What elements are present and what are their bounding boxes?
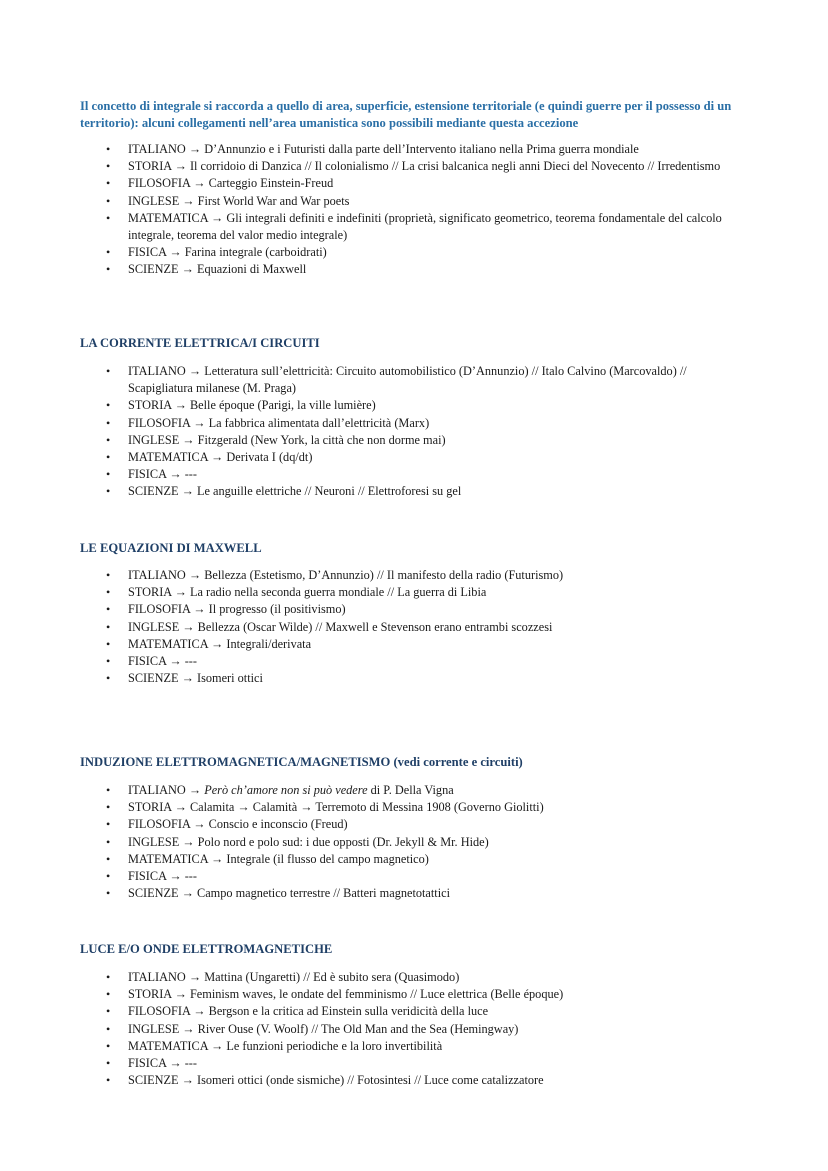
list-item bbox=[80, 1038, 750, 1055]
section-integrale bbox=[80, 98, 750, 279]
bullet-icon: • bbox=[106, 467, 111, 482]
list-item bbox=[80, 834, 750, 851]
list-item bbox=[80, 816, 750, 833]
bullet-icon: • bbox=[106, 193, 111, 208]
list-item bbox=[80, 986, 750, 1003]
list-item-suffix: di P. Della Vigna bbox=[367, 783, 454, 797]
list-item bbox=[80, 261, 750, 278]
bullet-icon: • bbox=[106, 800, 111, 815]
list-item-text: STORIA → La radio nella seconda guerra mondiale // La guerra di Libia bbox=[128, 585, 487, 600]
bullet-icon: • bbox=[106, 834, 111, 849]
list-item-text: FILOSOFIA → Il progresso (il positivismo) bbox=[128, 602, 346, 617]
list-item-text: ITALIANO → Mattina (Ungaretti) // Ed è subito sera (Quasimodo) bbox=[128, 970, 460, 984]
list-item-text: FISICA → Farina integrale (carboidrati) bbox=[128, 245, 327, 260]
topic-list bbox=[80, 141, 750, 279]
bullet-icon: • bbox=[106, 851, 111, 866]
list-item bbox=[80, 782, 750, 799]
bullet-icon: • bbox=[106, 671, 111, 686]
bullet-icon: • bbox=[106, 817, 111, 832]
bullet-icon: • bbox=[106, 245, 111, 260]
bullet-icon: • bbox=[106, 1038, 111, 1053]
list-item bbox=[80, 851, 750, 868]
list-item bbox=[80, 244, 750, 261]
list-item-text: STORIA → Belle époque (Parigi, la ville lumière) bbox=[128, 398, 376, 413]
bullet-icon: • bbox=[106, 1056, 111, 1071]
list-item bbox=[80, 799, 750, 816]
topic-list bbox=[80, 363, 750, 501]
list-item-text: INGLESE → First World War and War poets bbox=[128, 193, 350, 208]
list-item bbox=[80, 619, 750, 636]
list-item-text: FILOSOFIA → La fabbrica alimentata dall’elettricità (Marx) bbox=[128, 415, 430, 430]
topic-list bbox=[80, 969, 750, 1089]
list-item-text: ITALIANO → Letteratura sull’elettricità: Circuito automobilistico (D’Annunzio) // Italo Calvino (Marcovaldo) // Scapigliatura milanese (M. Praga) bbox=[128, 364, 687, 396]
section-heading: LA CORRENTE ELETTRICA/I CIRCUITI bbox=[80, 336, 320, 350]
section-heading: Il concetto di integrale si raccorda a quello di area, superficie, estensione territoriale (e quindi guerre per il possesso di un territorio): alcuni collegamenti nell’area umanistica sono possibili mediante questa accezione bbox=[80, 99, 732, 130]
list-item-text: ITALIANO → Bellezza (Estetismo, D’Annunzio) // Il manifesto della radio (Futurismo) bbox=[128, 568, 564, 582]
list-item-text: SCIENZE → Isomeri ottici bbox=[128, 671, 263, 686]
bullet-icon: • bbox=[106, 869, 111, 884]
list-item-text: FISICA → --- bbox=[128, 467, 198, 482]
section-heading-note: (vedi corrente e circuiti) bbox=[390, 755, 523, 769]
bullet-icon: • bbox=[106, 602, 111, 617]
list-item bbox=[80, 584, 750, 601]
list-item-text: SCIENZE → Equazioni di Maxwell bbox=[128, 262, 307, 277]
bullet-icon: • bbox=[106, 415, 111, 430]
bullet-icon: • bbox=[106, 568, 111, 582]
bullet-icon: • bbox=[106, 364, 111, 378]
bullet-icon: • bbox=[106, 585, 111, 600]
list-item-text: FISICA → --- bbox=[128, 1056, 198, 1071]
list-item bbox=[80, 483, 750, 500]
bullet-icon: • bbox=[106, 970, 111, 984]
section-heading bbox=[80, 754, 750, 771]
list-item bbox=[80, 653, 750, 670]
bullet-icon: • bbox=[106, 159, 111, 174]
list-item bbox=[80, 1021, 750, 1038]
list-item-text: INGLESE → Bellezza (Oscar Wilde) // Maxwell e Stevenson erano entrambi scozzesi bbox=[128, 619, 553, 634]
topic-list bbox=[80, 567, 750, 687]
list-item-text: SCIENZE → Campo magnetico terrestre // Batteri magnetotattici bbox=[128, 886, 451, 901]
list-item-text: STORIA → Feminism waves, le ondate del femminismo // Luce elettrica (Belle époque) bbox=[128, 987, 564, 1002]
list-item-text: MATEMATICA → Integrale (il flusso del campo magnetico) bbox=[128, 851, 429, 866]
bullet-icon: • bbox=[106, 1021, 111, 1036]
bullet-icon: • bbox=[106, 636, 111, 651]
list-item-text: SCIENZE → Le anguille elettriche // Neuroni // Elettroforesi su gel bbox=[128, 484, 462, 499]
list-item bbox=[80, 1072, 750, 1089]
list-item-text: FISICA → --- bbox=[128, 869, 198, 884]
bullet-icon: • bbox=[106, 450, 111, 465]
list-item bbox=[80, 466, 750, 483]
bullet-icon: • bbox=[106, 176, 111, 191]
list-item bbox=[80, 885, 750, 902]
list-item-text: SCIENZE → Isomeri ottici (onde sismiche) // Fotosintesi // Luce come catalizzatore bbox=[128, 1073, 544, 1088]
list-item-prefix: ITALIANO → bbox=[128, 783, 205, 797]
section-corrente bbox=[80, 335, 750, 501]
list-item-text: FILOSOFIA → Carteggio Einstein-Freud bbox=[128, 176, 334, 191]
section-maxwell bbox=[80, 540, 750, 687]
list-item bbox=[80, 397, 750, 414]
list-item-text: FISICA → --- bbox=[128, 654, 198, 669]
bullet-icon: • bbox=[106, 262, 111, 277]
section-luce bbox=[80, 941, 750, 1089]
list-item bbox=[80, 432, 750, 449]
section-heading-title: INDUZIONE ELETTROMAGNETICA/MAGNETISMO bbox=[80, 755, 391, 769]
list-item bbox=[80, 969, 750, 986]
list-item-text: STORIA → Calamita → Calamità → Terremoto di Messina 1908 (Governo Giolitti) bbox=[128, 800, 544, 815]
bullet-icon: • bbox=[106, 484, 111, 499]
list-item bbox=[80, 175, 750, 192]
bullet-icon: • bbox=[106, 1073, 111, 1088]
list-item bbox=[80, 158, 750, 175]
list-item-text: MATEMATICA → Le funzioni periodiche e la loro invertibilità bbox=[128, 1038, 443, 1053]
bullet-icon: • bbox=[106, 398, 111, 413]
bullet-icon: • bbox=[106, 783, 111, 797]
list-item bbox=[80, 1055, 750, 1072]
list-item bbox=[80, 363, 750, 397]
list-item bbox=[80, 636, 750, 653]
list-item bbox=[80, 601, 750, 618]
list-item bbox=[80, 1003, 750, 1020]
list-item-text: INGLESE → Fitzgerald (New York, la città che non dorme mai) bbox=[128, 432, 446, 447]
list-item-text: STORIA → Il corridoio di Danzica // Il colonialismo // La crisi balcanica negli anni Dieci del Novecento // Irredentismo bbox=[128, 159, 721, 174]
list-item-text: INGLESE → Polo nord e polo sud: i due opposti (Dr. Jekyll & Mr. Hide) bbox=[128, 834, 489, 849]
list-item bbox=[80, 449, 750, 466]
list-item-text: MATEMATICA → Gli integrali definiti e indefiniti (proprietà, significato geometrico, teorema fondamentale del calcolo integrale, teorema del valor medio integrale) bbox=[128, 210, 722, 243]
list-item bbox=[80, 868, 750, 885]
bullet-icon: • bbox=[106, 210, 111, 225]
list-item-text: ITALIANO → D’Annunzio e i Futuristi dalla parte dell’Intervento italiano nella Prima guerra mondiale bbox=[128, 142, 639, 156]
list-item-text: FILOSOFIA → Bergson e la critica ad Einstein sulla veridicità della luce bbox=[128, 1004, 489, 1019]
section-heading: LUCE E/O ONDE ELETTROMAGNETICHE bbox=[80, 942, 333, 956]
poem-title: Però ch’amore non si può vedere bbox=[204, 783, 368, 797]
list-item bbox=[80, 141, 750, 158]
bullet-icon: • bbox=[106, 654, 111, 669]
topic-list bbox=[80, 782, 750, 902]
bullet-icon: • bbox=[106, 1004, 111, 1019]
list-item bbox=[80, 193, 750, 210]
list-item-text: FILOSOFIA → Conscio e inconscio (Freud) bbox=[128, 817, 348, 832]
bullet-icon: • bbox=[106, 432, 111, 447]
list-item bbox=[80, 567, 750, 584]
list-item bbox=[80, 670, 750, 687]
section-induzione bbox=[80, 754, 750, 902]
bullet-icon: • bbox=[106, 142, 111, 156]
list-item bbox=[80, 210, 750, 244]
list-item bbox=[80, 415, 750, 432]
list-item-text: MATEMATICA → Integrali/derivata bbox=[128, 636, 312, 651]
list-item-text: INGLESE → River Ouse (V. Woolf) // The Old Man and the Sea (Hemingway) bbox=[128, 1021, 519, 1036]
list-item-text: MATEMATICA → Derivata I (dq/dt) bbox=[128, 450, 313, 465]
bullet-icon: • bbox=[106, 619, 111, 634]
bullet-icon: • bbox=[106, 886, 111, 901]
section-heading: LE EQUAZIONI DI MAXWELL bbox=[80, 541, 262, 555]
bullet-icon: • bbox=[106, 987, 111, 1002]
